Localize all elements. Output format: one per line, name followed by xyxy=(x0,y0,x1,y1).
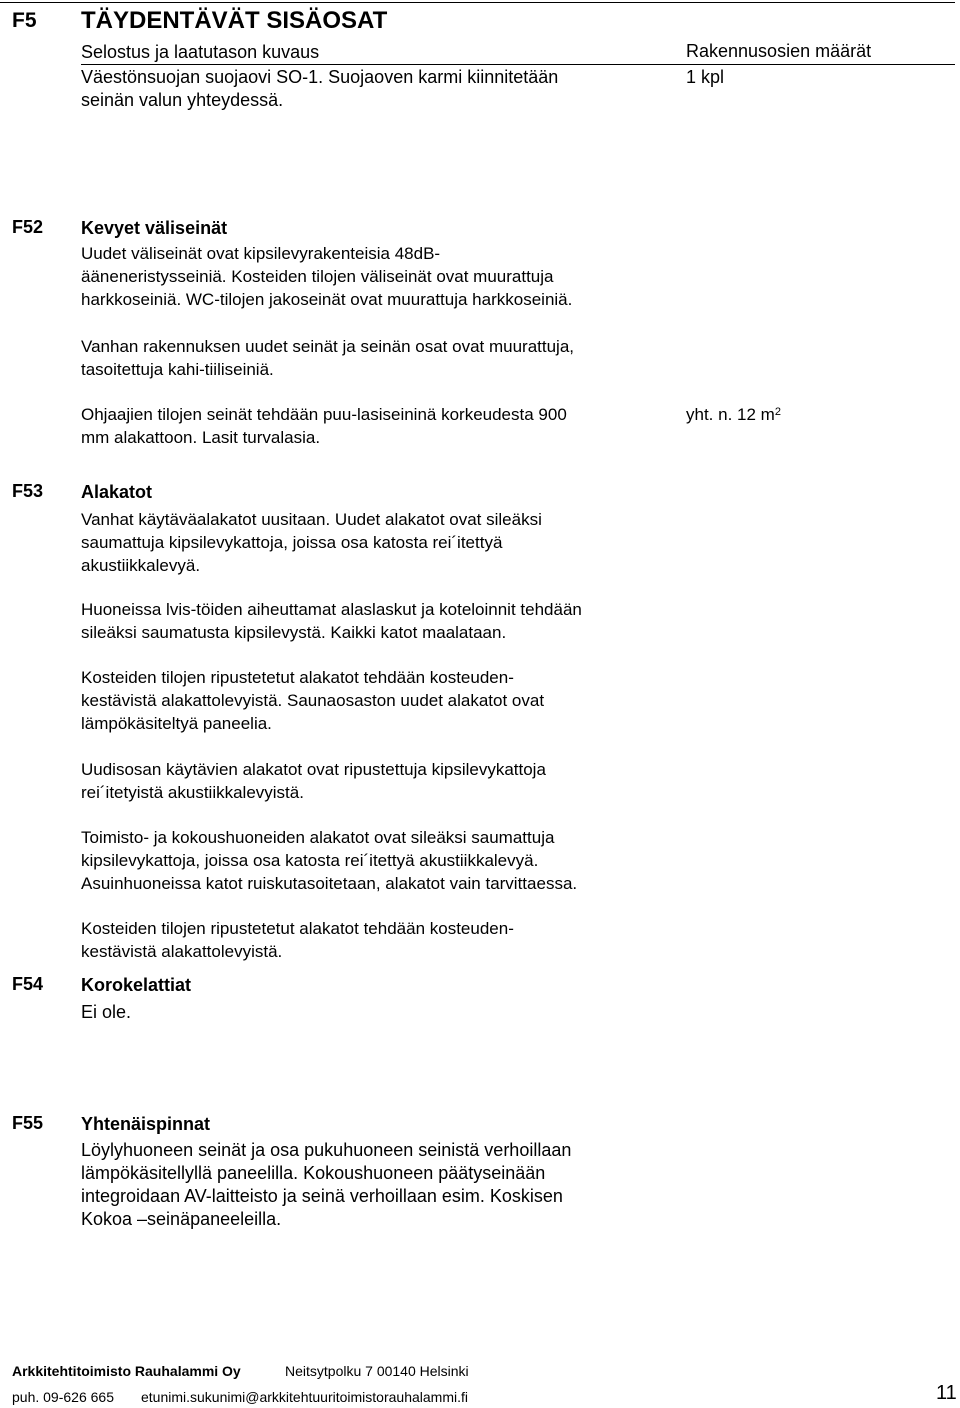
section-code-f52: F52 xyxy=(12,217,44,237)
f52-quantity-value: yht. n. 12 m xyxy=(686,405,775,424)
f52-quantity-unit-exponent: 2 xyxy=(774,406,781,418)
f52-para2-line1: Vanhan rakennuksen uudet seinät ja seinän osat ovat muurattuja, xyxy=(81,337,575,356)
section-code-f5: F5 xyxy=(12,9,37,32)
f53-para4-line2: rei´itetyistä akustiikkalevyistä. xyxy=(81,783,304,802)
column-heading-quantities: Rakennusosien määrät xyxy=(686,41,872,61)
page-number: 11 xyxy=(936,1382,957,1404)
f53-para4-line1: Uudisosan käytävien alakatot ovat ripustettuja kipsilevykattoja xyxy=(81,760,546,779)
f53-para3-line2: kestävistä alakattolevyistä. Saunaosaston uudet alakatot ovat xyxy=(81,691,545,710)
f52-para3-line2: mm alakattoon. Lasit turvalasia. xyxy=(81,428,321,447)
header-top-rule xyxy=(0,2,955,3)
section-code-f55: F55 xyxy=(12,1113,44,1133)
page-title: TÄYDENTÄVÄT SISÄOSAT xyxy=(81,7,388,34)
f53-para1-line1: Vanhat käytäväalakatot uusitaan. Uudet alakatot ovat sileäksi xyxy=(81,510,542,529)
f54-text: Ei ole. xyxy=(81,1002,132,1022)
f52-para1-line3: harkkoseiniä. WC-tilojen jakoseinät ovat muurattuja harkkoseiniä. xyxy=(81,290,573,309)
footer-email: etunimi.sukunimi@arkkitehtuuritoimistorauhalammi.fi xyxy=(141,1389,468,1405)
f52-title: Kevyet väliseinät xyxy=(81,218,228,238)
f5-item-line-2: seinän valun yhteydessä. xyxy=(81,90,284,110)
f53-para2-line1: Huoneissa lvis-töiden aiheuttamat alaslaskut ja koteloinnit tehdään xyxy=(81,600,582,619)
f55-line1: Löylyhuoneen seinät ja osa pukuhuoneen seinistä verhoillaan xyxy=(81,1140,572,1160)
footer-company: Arkkitehtitoimisto Rauhalammi Oy xyxy=(12,1363,241,1379)
f52-para1-line1: Uudet väliseinät ovat kipsilevyrakenteisia 48dB- xyxy=(81,244,441,263)
f52-para3-line1: Ohjaajien tilojen seinät tehdään puu-lasiseininä korkeudesta 900 xyxy=(81,405,567,424)
header-bottom-rule xyxy=(81,64,955,65)
f53-para6-line1: Kosteiden tilojen ripustetetut alakatot tehdään kosteuden- xyxy=(81,919,514,938)
f53-para5-line3: Asuinhuoneissa katot ruiskutasoitetaan, alakatot vain tarvittaessa. xyxy=(81,874,578,893)
f53-para1-line3: akustiikkalevyä. xyxy=(81,556,201,575)
f55-line4: Kokoa –seinäpaneeleilla. xyxy=(81,1209,282,1229)
f53-para6-line2: kestävistä alakattolevyistä. xyxy=(81,942,283,961)
footer-phone: puh. 09-626 665 xyxy=(12,1389,114,1405)
f53-para5-line1: Toimisto- ja kokoushuoneiden alakatot ovat sileäksi saumattuja xyxy=(81,828,555,847)
footer-address: Neitsytpolku 7 00140 Helsinki xyxy=(285,1363,469,1379)
f54-title: Korokelattiat xyxy=(81,975,192,995)
f52-para1-line2: ääneneristysseiniä. Kosteiden tilojen väliseinät ovat muurattuja xyxy=(81,267,554,286)
f5-item-quantity: 1 kpl xyxy=(686,67,725,87)
f55-line2: lämpökäsitellyllä paneelilla. Kokoushuoneen päätyseinään xyxy=(81,1163,546,1183)
f53-title: Alakatot xyxy=(81,482,153,502)
f55-title: Yhtenäispinnat xyxy=(81,1114,211,1134)
f53-para5-line2: kipsilevykattoja, joissa osa katosta rei´itettyä akustiikkalevyä. xyxy=(81,851,539,870)
f53-para2-line2: sileäksi saumatusta kipsilevystä. Kaikki katot maalataan. xyxy=(81,623,507,642)
column-heading-description: Selostus ja laatutason kuvaus xyxy=(81,42,320,62)
f52-para2-line2: tasoitettuja kahi-tiiliseiniä. xyxy=(81,360,274,379)
f53-para3-line3: lämpökäsiteltyä paneelia. xyxy=(81,714,272,733)
f52-quantity xyxy=(686,403,781,426)
section-code-f53: F53 xyxy=(12,481,44,501)
f53-para3-line1: Kosteiden tilojen ripustetetut alakatot tehdään kosteuden- xyxy=(81,668,514,687)
f5-item-line-1: Väestönsuojan suojaovi SO-1. Suojaoven karmi kiinnitetään xyxy=(81,67,559,87)
f53-para1-line2: saumattuja kipsilevykattoja, joissa osa katosta rei´itettyä xyxy=(81,533,503,552)
section-code-f54: F54 xyxy=(12,974,44,994)
f55-line3: integroidaan AV-laitteisto ja seinä verhoillaan esim. Koskisen xyxy=(81,1186,563,1206)
